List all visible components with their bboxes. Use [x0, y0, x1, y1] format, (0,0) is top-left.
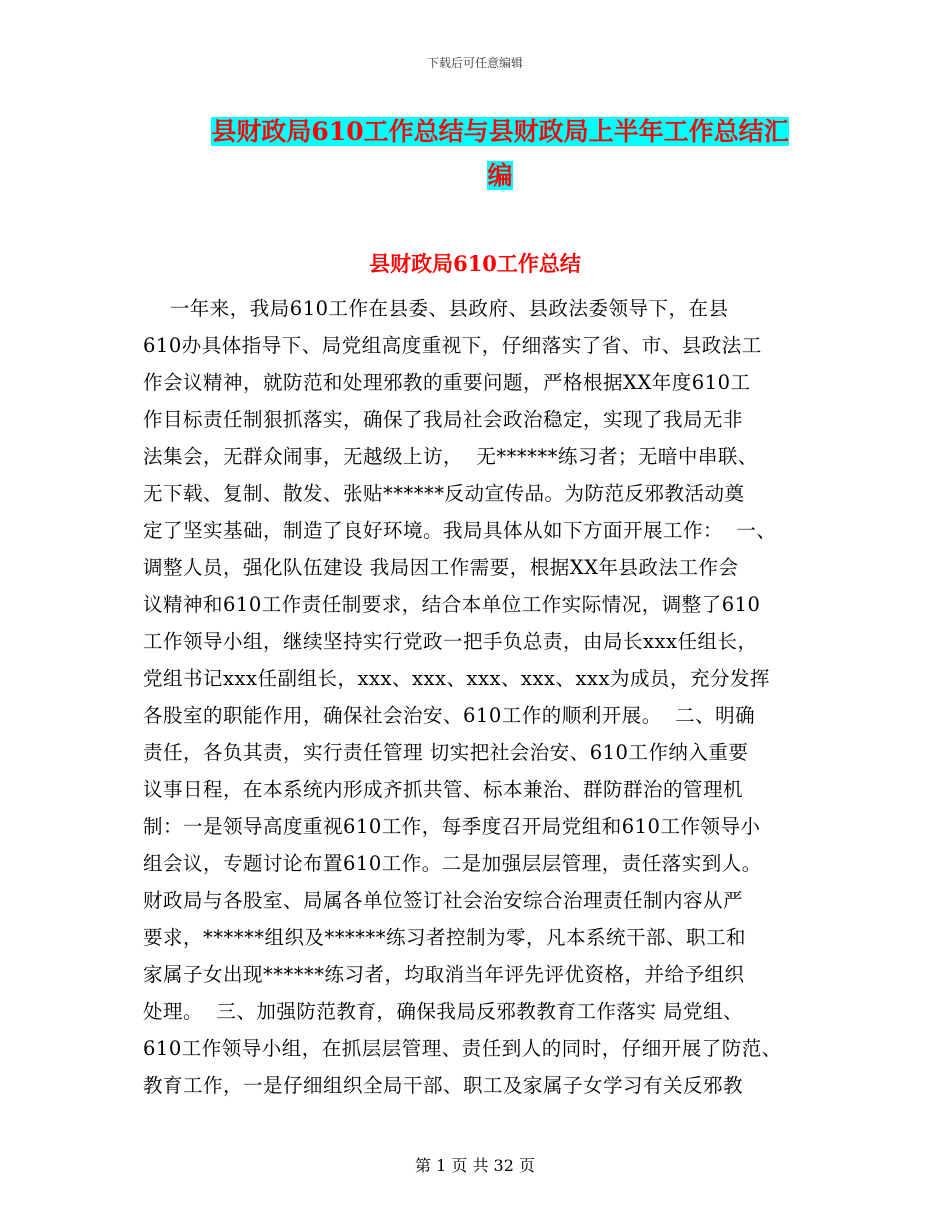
- body-line: 责任，各负其责，实行责任管理 切实把社会治安、610工作纳入重要: [143, 741, 749, 764]
- current-page-number: 1: [436, 1156, 447, 1175]
- body-line: 作目标责任制狠抓落实，确保了我局社会政治稳定，实现了我局无非: [143, 408, 744, 431]
- document-title-line-2: 编: [487, 161, 513, 190]
- page-footer: [0, 1153, 950, 1176]
- body-line: 教育工作，一是仔细组织全局干部、职工及家属子女学习有关反邪教: [143, 1074, 744, 1097]
- body-line: 要求，******组织及******练习者控制为零，凡本系统干部、职工和: [143, 926, 747, 949]
- body-line: 作会议精神，就防范和处理邪教的重要问题，严格根据XX年度610工: [143, 371, 751, 394]
- document-title: [195, 110, 805, 198]
- footer-middle: 页 共: [451, 1156, 489, 1175]
- total-page-count: 32: [493, 1156, 514, 1175]
- body-line: 一年来，我局610工作在县委、县政府、县政法委领导下，在县: [143, 297, 729, 320]
- footer-prefix: 第: [414, 1156, 431, 1175]
- body-line: 家属子女出现******练习者，均取消当年评先评优资格，并给予组织: [143, 963, 745, 986]
- body-line: 党组书记xxx任副组长，xxx、xxx、xxx、xxx、xxx为成员，充分发挥: [143, 667, 770, 690]
- body-line: 组会议，专题讨论布置610工作。二是加强层层管理，责任落实到人。: [143, 852, 762, 875]
- body-line: 610办具体指导下、局党组高度重视下，仔细落实了省、市、县政法工: [143, 334, 762, 357]
- body-line: 调整人员，强化队伍建设 我局因工作需要，根据XX年县政法工作会: [143, 556, 739, 579]
- body-line: 制：一是领导高度重视610工作，每季度召开局党组和610工作领导小: [143, 815, 761, 838]
- body-line: 各股室的职能作用，确保社会治安、610工作的顺利开展。 二、明确: [143, 704, 756, 727]
- body-text: [143, 290, 833, 1104]
- body-line: 工作领导小组，继续坚持实行党政一把手负总责，由局长xxx任组长，: [143, 630, 758, 653]
- body-line: 610工作领导小组，在抓层层管理、责任到人的同时，仔细开展了防范、: [143, 1037, 782, 1060]
- footer-suffix: 页: [519, 1156, 536, 1175]
- body-line: 议事日程，在本系统内形成齐抓共管、标本兼治、群防群治的管理机: [143, 778, 744, 801]
- body-line: 财政局与各股室、局属各单位签订社会治安综合治理责任制内容从严: [143, 889, 744, 912]
- body-line: 无下载、复制、散发、张贴******反动宣传品。为防范反邪教活动奠: [143, 482, 745, 505]
- body-line: 定了坚实基础，制造了良好环境。我局具体从如下方面开展工作： 一、: [143, 519, 777, 542]
- document-title-line-1: 县财政局610工作总结与县财政局上半年工作总结汇: [211, 117, 789, 146]
- section-title: 县财政局610工作总结: [369, 251, 581, 276]
- body-line: 处理。 三、加强防范教育，确保我局反邪教教育工作落实 局党组、: [143, 1000, 744, 1023]
- body-line: 议精神和610工作责任制要求，结合本单位工作实际情况，调整了610: [143, 593, 761, 616]
- body-line: 法集会，无群众闹事，无越级上访， 无******练习者；无暗中串联、: [143, 445, 758, 468]
- header-note: 下载后可任意编辑: [426, 56, 523, 70]
